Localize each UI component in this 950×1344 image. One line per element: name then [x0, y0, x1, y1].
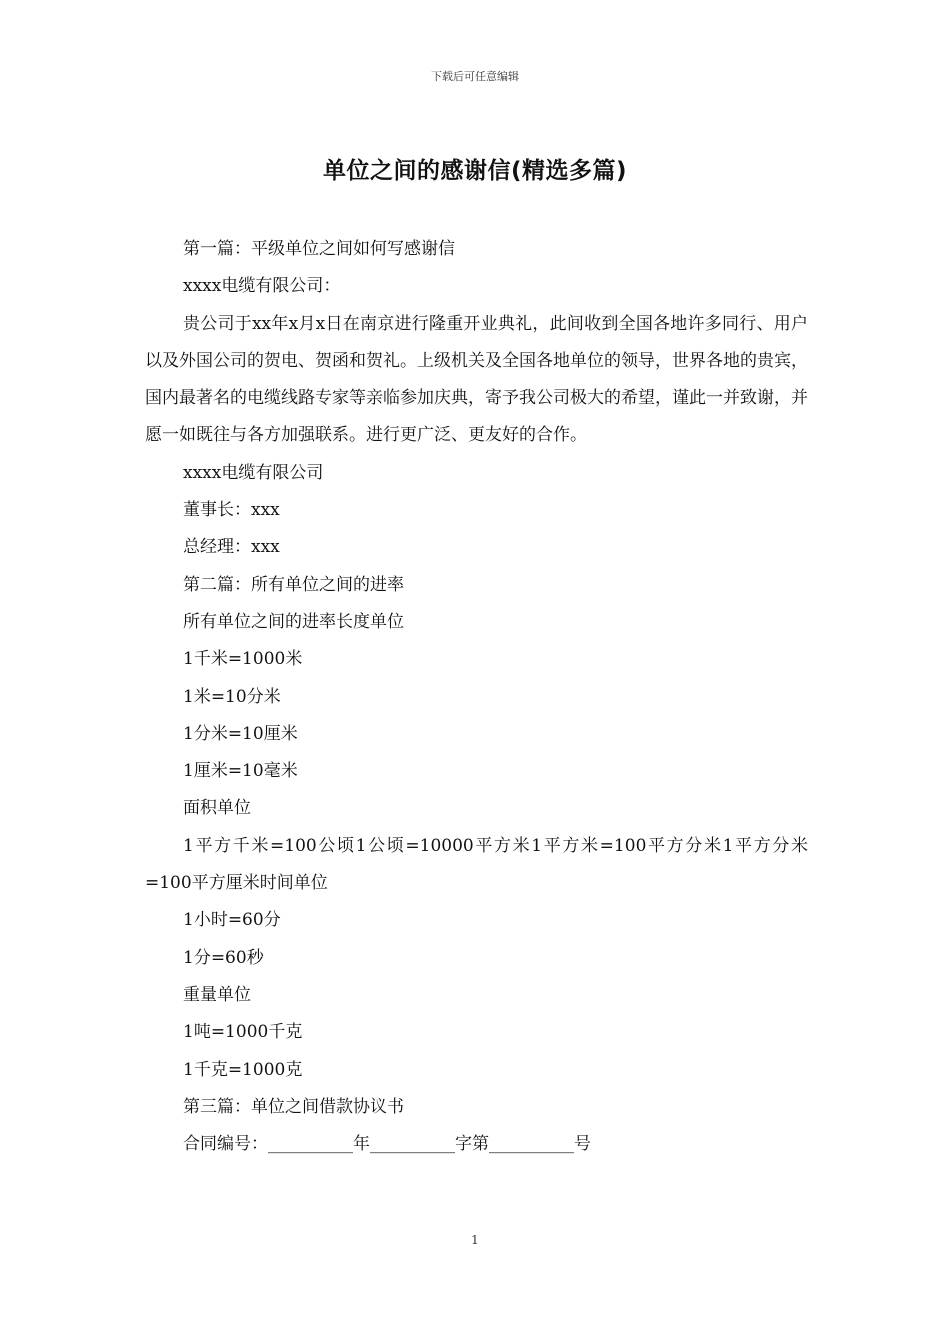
- page-number: 1: [471, 1233, 479, 1247]
- length-units-heading: 所有单位之间的进率长度单位: [183, 611, 404, 632]
- section-heading-2: 第二篇：所有单位之间的进率: [183, 574, 404, 595]
- conversion-line: 1厘米=10毫米: [183, 761, 298, 782]
- conversion-line: 1千米=1000米: [183, 649, 303, 670]
- contract-number-line: 合同编号：__________年__________字第__________号: [183, 1134, 591, 1155]
- weight-units-heading: 重量单位: [183, 984, 251, 1005]
- page-header-note: 下载后可任意编辑: [431, 70, 519, 83]
- letter-signature-chairman: 董事长：xxx: [183, 500, 280, 521]
- section-heading-3: 第三篇：单位之间借款协议书: [183, 1096, 404, 1117]
- conversion-line: 1米=10分米: [183, 686, 281, 707]
- document-title: 单位之间的感谢信(精选多篇): [322, 158, 628, 184]
- letter-signature-company: xxxx电缆有限公司: [183, 462, 324, 483]
- conversion-line: 1吨=1000千克: [183, 1022, 303, 1043]
- conversion-line: 1分米=10厘米: [183, 723, 298, 744]
- letter-recipient: xxxx电缆有限公司：: [183, 276, 341, 297]
- section-heading-1: 第一篇：平级单位之间如何写感谢信: [183, 239, 455, 259]
- conversion-line: 1千克=1000克: [183, 1059, 303, 1080]
- conversion-line: 1小时=60分: [183, 910, 281, 931]
- area-conversion-line: 1平方千米=100公顷1公顷=10000平方米1平方米=100平方分米1平方分米=100平方厘米时间单位: [145, 835, 808, 894]
- letter-signature-manager: 总经理：xxx: [183, 537, 280, 558]
- document-body: [145, 231, 808, 1163]
- letter-body: 贵公司于xx年x月x日在南京进行隆重开业典礼，此间收到全国各地许多同行、用户以及外国公司的贺电、贺函和贺礼。上级机关及全国各地单位的领导，世界各地的贵宾，国内最著名的电缆线路专家等亲临参加庆典，寄予我公司极大的希望，谨此一并致谢，并愿一如既往与各方加强联系。进行更广泛、更友好的合作。: [145, 313, 808, 446]
- area-units-heading: 面积单位: [183, 798, 251, 819]
- conversion-line: 1分=60秒: [183, 947, 264, 968]
